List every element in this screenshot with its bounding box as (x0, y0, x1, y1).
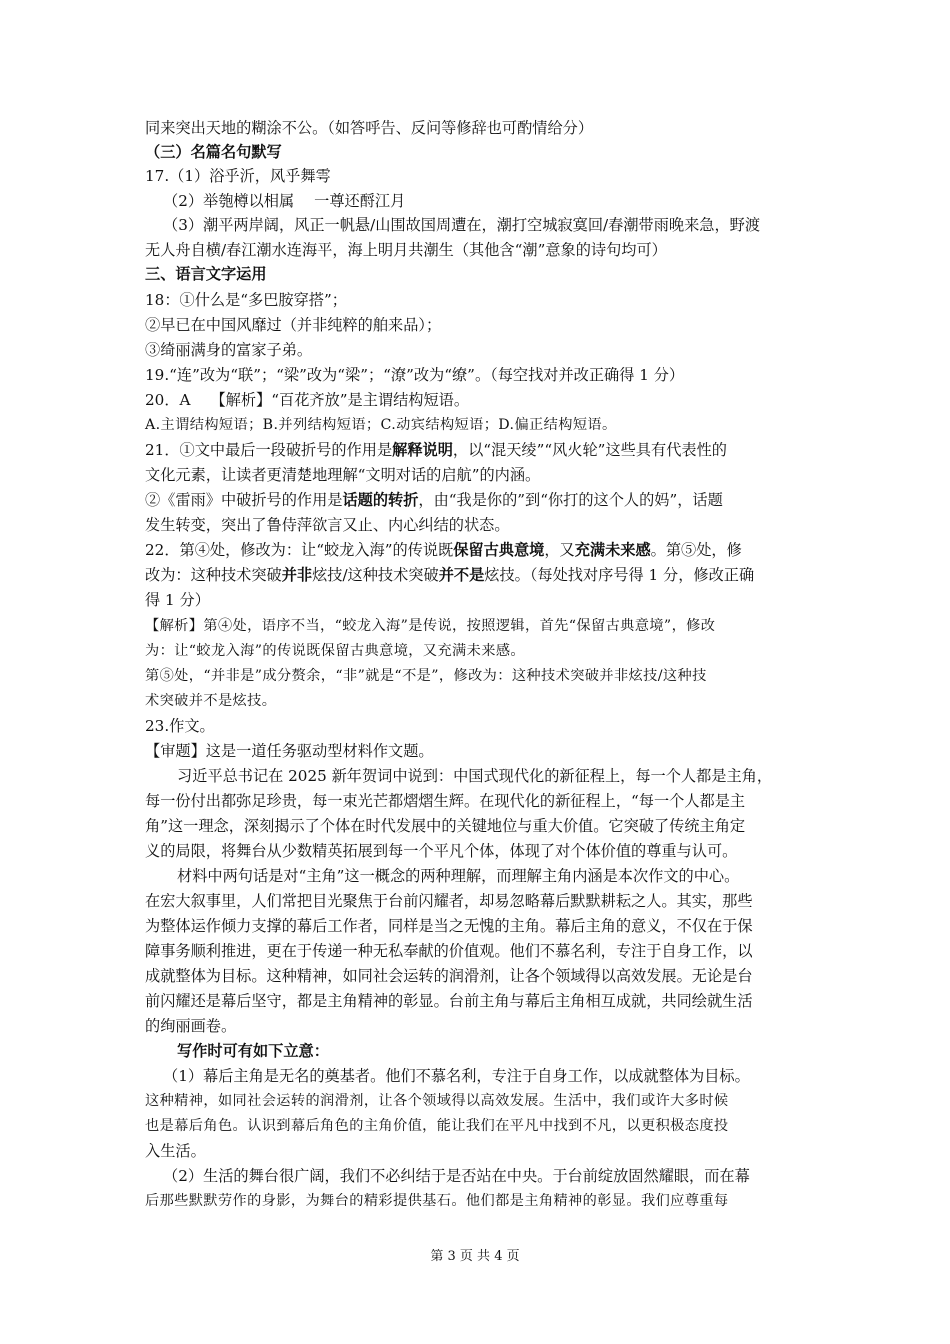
text-line: A.主谓结构短语；B.并列结构短语；C.动宾结构短语；D.偏正结构短语。 (145, 417, 617, 433)
text-line (145, 538, 815, 562)
text-line: 每一份付出都弥足珍贵，每一束光芒都熠熠生辉。在现代化的新征程上，“每一个人都是主 (145, 792, 746, 810)
bold-run: 充满未来感 (574, 541, 651, 559)
text-line: 同来突出天地的糊涂不公。（如答呼告、反问等修辞也可酌情给分） (145, 119, 594, 137)
text-line: 义的局限，将舞台从少数精英拓展到每一个平凡个体，体现了对个体价值的尊重与认可。 (145, 842, 738, 860)
text-line: 在宏大叙事里，人们常把目光聚焦于台前闪耀者，却易忽略幕后默默耕耘之人。其实，那些 (145, 892, 753, 910)
text-run: 炫技/这种技术突破 (312, 566, 439, 584)
text-line: 得 1 分） (145, 591, 210, 609)
text-line: 后那些默默劳作的身影，为舞台的精彩提供基石。他们都是主角精神的彰显。我们应尊重每 (145, 1193, 729, 1209)
text-line: 【解析】第④处，语序不当，“蛟龙入海”是传说，按照逻辑，首先“保留古典意境”，修改 (145, 618, 716, 634)
text-line: 的绚丽画卷。 (145, 1017, 237, 1035)
text-line: 前闪耀还是幕后坚守，都是主角精神的彰显。台前主角与幕后主角相互成就，共同绘就生活 (145, 992, 753, 1010)
text-run: 22．第④处，修改为：让“蛟龙入海”的传说既 (145, 541, 454, 559)
section-heading: 写作时可有如下立意： (177, 1042, 329, 1060)
section-heading: （三）名篇名句默写 (145, 143, 282, 161)
bold-run: 保留古典意境 (453, 541, 545, 559)
text-line: 障事务顺利推进，更在于传递一种无私奉献的价值观。他们不慕名利，专注于自身工作，以 (145, 942, 753, 960)
text-line: 18：①什么是“多巴胺穿搭”； (145, 291, 347, 309)
text-run: ，由“我是你的”到“你打的这个人的妈”，话题 (418, 491, 723, 509)
text-line: ②早已在中国风靡过（并非纯粹的舶来品）； (145, 316, 442, 334)
text-run: 炫技。（每处找对序号得 1 分，修改正确 (484, 566, 755, 584)
text-line: 为整体运作倾力支撑的幕后工作者，同样是当之无愧的主角。幕后主角的意义，不仅在于保 (145, 917, 753, 935)
text-line: 23.作文。 (145, 717, 215, 735)
text-line: （3）潮平两岸阔，风正一帆悬/山围故国周遭在，潮打空城寂寞回/春潮带雨晚来急，野渡 (163, 216, 761, 234)
text-line (145, 438, 815, 462)
text-line: 术突破并不是炫技。 (145, 693, 277, 709)
bold-run: 并非 (281, 566, 313, 584)
text-line: （2）生活的舞台很广阔，我们不必纠结于是否站在中央。于台前绽放固然耀眼，而在幕 (163, 1167, 750, 1185)
text-line: 19.“连”改为“联”；“梁”改为“梁”；“潦”改为“缭”。（每空找对并改正确得 1 分） (145, 366, 685, 384)
text-line: （2）举匏樽以相属 一尊还酹江月 (163, 192, 406, 210)
bold-run: 并不是 (438, 566, 485, 584)
bold-run: 解释说明 (392, 441, 453, 459)
text-line: 角”这一理念，深刻揭示了个体在时代发展中的关键地位与重大价值。它突破了传统主角定 (145, 817, 746, 835)
page-footer: 第 3 页 共 4 页 (430, 1249, 520, 1264)
text-line: （1）幕后主角是无名的奠基者。他们不慕名利，专注于自身工作，以成就整体为目标。 (163, 1067, 750, 1085)
text-run: ，以“混天绫”“风火轮”这些具有代表性的 (452, 441, 727, 459)
text-line: 材料中两句话是对“主角”这一概念的两种理解，而理解主角内涵是本次作文的中心。 (177, 867, 740, 885)
text-run: ②《雷雨》中破折号的作用是 (145, 491, 343, 509)
text-run: 21．①文中最后一段破折号的作用是 (145, 441, 393, 459)
section-heading: 三、语言文字运用 (145, 265, 267, 283)
text-line (145, 488, 815, 512)
text-line: ③绮丽满身的富家子弟。 (145, 341, 313, 359)
text-line: 文化元素，让读者更清楚地理解“文明对话的启航”的内涵。 (145, 466, 541, 484)
text-line: 也是幕后角色。认识到幕后角色的主角价值，能让我们在平凡中找到不凡，以更积极态度投 (145, 1118, 729, 1134)
text-line: 习近平总书记在 2025 新年贺词中说到：中国式现代化的新征程上，每一个人都是主角， (177, 767, 773, 785)
text-line: 为：让“蛟龙入海”的传说既保留古典意境，又充满未来感。 (145, 643, 525, 659)
text-run: 改为：这种技术突破 (145, 566, 282, 584)
text-run: ，又 (544, 541, 575, 559)
text-line: 发生转变，突出了鲁侍萍欲言又止、内心纠结的状态。 (145, 516, 510, 534)
text-line: 这种精神，如同社会运转的润滑剂，让各个领域得以高效发展。生活中，我们或许大多时候 (145, 1093, 729, 1109)
text-line: 成就整体为目标。这种精神，如同社会运转的润滑剂，让各个领域得以高效发展。无论是台 (145, 967, 753, 985)
text-line: 入生活。 (145, 1142, 206, 1160)
text-line: 17.（1）浴乎沂，风乎舞雩 (145, 167, 331, 185)
text-line: 20．A 【解析】“百花齐放”是主谓结构短语。 (145, 391, 470, 409)
bold-run: 话题的转折 (342, 491, 419, 509)
text-run: 。第⑤处，修 (650, 541, 742, 559)
text-line (145, 563, 815, 587)
text-line: 无人舟自横/春江潮水连海平，海上明月共潮生（其他含“潮”意象的诗句均可） (145, 241, 667, 259)
text-line: 【审题】这是一道任务驱动型材料作文题。 (145, 742, 434, 760)
text-line: 第⑤处，“并非是”成分赘余，“非”就是“不是”，修改为：这种技术突破并非炫技/这种技 (145, 668, 707, 684)
